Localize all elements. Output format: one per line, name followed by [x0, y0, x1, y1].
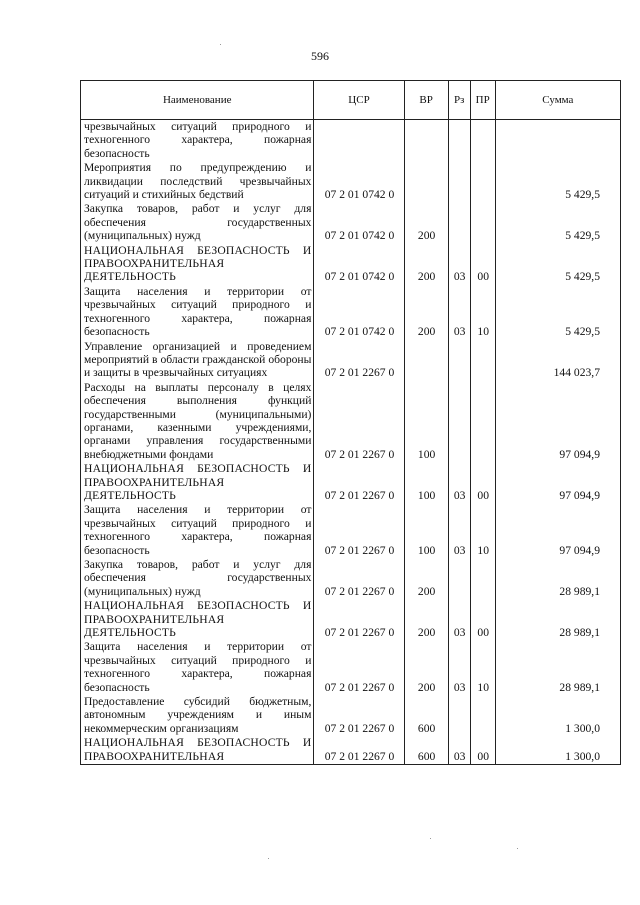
cell-pr: 10 — [470, 640, 495, 695]
cell-vr: 100 — [404, 381, 448, 462]
cell-csr — [314, 120, 404, 162]
cell-name: НАЦИОНАЛЬНАЯ БЕЗОПАСНОСТЬ И ПРАВООХРАНИТЕЛЬНАЯ ДЕЯТЕЛЬНОСТЬ — [81, 462, 314, 503]
cell-csr: 07 2 01 0742 0 — [314, 244, 404, 285]
scan-speck — [268, 858, 269, 859]
header-vr: ВР — [404, 81, 448, 120]
cell-sum — [495, 120, 620, 162]
cell-name: НАЦИОНАЛЬНАЯ БЕЗОПАСНОСТЬ И ПРАВООХРАНИТЕЛЬНАЯ ДЕЯТЕЛЬНОСТЬ — [81, 244, 314, 285]
cell-name: Защита населения и территории от чрезвычайных ситуаций природного и техногенного характера, пожарная безопасность — [81, 640, 314, 695]
table-row — [81, 381, 621, 462]
table-row — [81, 244, 621, 285]
cell-pr — [470, 161, 495, 202]
cell-vr: 100 — [404, 462, 448, 503]
cell-rz — [448, 695, 470, 736]
table-row — [81, 340, 621, 381]
cell-sum: 97 094,9 — [495, 503, 620, 558]
table-row — [81, 736, 621, 764]
header-pr: ПР — [470, 81, 495, 120]
cell-rz: 03 — [448, 462, 470, 503]
budget-table — [80, 80, 621, 765]
cell-pr — [470, 381, 495, 462]
cell-vr: 200 — [404, 640, 448, 695]
table-header-row — [81, 81, 621, 120]
table-row — [81, 599, 621, 640]
cell-csr: 07 2 01 2267 0 — [314, 558, 404, 599]
cell-pr: 00 — [470, 244, 495, 285]
table-row — [81, 503, 621, 558]
cell-vr: 200 — [404, 285, 448, 340]
cell-rz — [448, 340, 470, 381]
cell-rz — [448, 558, 470, 599]
cell-sum: 28 989,1 — [495, 599, 620, 640]
cell-csr: 07 2 01 0742 0 — [314, 202, 404, 243]
cell-rz: 03 — [448, 285, 470, 340]
cell-name: Предоставление субсидий бюджетным, автономным учреждениям и иным некоммерческим организациям — [81, 695, 314, 736]
header-rz: Рз — [448, 81, 470, 120]
cell-name: Управление организацией и проведением мероприятий в области гражданской обороны и защиты в чрезвычайных ситуациях — [81, 340, 314, 381]
cell-vr: 200 — [404, 599, 448, 640]
cell-vr: 200 — [404, 558, 448, 599]
cell-rz: 03 — [448, 244, 470, 285]
cell-csr: 07 2 01 2267 0 — [314, 381, 404, 462]
cell-rz — [448, 120, 470, 162]
table-row — [81, 462, 621, 503]
cell-vr: 200 — [404, 202, 448, 243]
cell-csr: 07 2 01 0742 0 — [314, 285, 404, 340]
cell-vr: 200 — [404, 244, 448, 285]
cell-vr — [404, 120, 448, 162]
cell-pr: 00 — [470, 599, 495, 640]
table-row — [81, 695, 621, 736]
cell-pr: 10 — [470, 285, 495, 340]
cell-sum: 97 094,9 — [495, 462, 620, 503]
cell-pr: 00 — [470, 462, 495, 503]
scan-speck — [430, 838, 431, 839]
cell-sum: 28 989,1 — [495, 558, 620, 599]
cell-pr — [470, 120, 495, 162]
cell-sum: 144 023,7 — [495, 340, 620, 381]
table-row — [81, 558, 621, 599]
cell-rz — [448, 381, 470, 462]
cell-sum: 5 429,5 — [495, 285, 620, 340]
cell-rz: 03 — [448, 599, 470, 640]
cell-sum: 5 429,5 — [495, 244, 620, 285]
cell-pr: 00 — [470, 736, 495, 764]
cell-csr: 07 2 01 2267 0 — [314, 736, 404, 764]
cell-csr: 07 2 01 2267 0 — [314, 695, 404, 736]
cell-rz — [448, 202, 470, 243]
cell-name: чрезвычайных ситуаций природного и техногенного характера, пожарная безопасность — [81, 120, 314, 162]
cell-rz: 03 — [448, 640, 470, 695]
header-csr: ЦСР — [314, 81, 404, 120]
table-row — [81, 285, 621, 340]
table-row — [81, 202, 621, 243]
cell-pr — [470, 558, 495, 599]
cell-name: Закупка товаров, работ и услуг для обеспечения государственных (муниципальных) нужд — [81, 558, 314, 599]
cell-vr — [404, 340, 448, 381]
cell-name: НАЦИОНАЛЬНАЯ БЕЗОПАСНОСТЬ И ПРАВООХРАНИТЕЛЬНАЯ — [81, 736, 314, 764]
cell-pr — [470, 202, 495, 243]
cell-csr: 07 2 01 2267 0 — [314, 599, 404, 640]
cell-name: Защита населения и территории от чрезвычайных ситуаций природного и техногенного характера, пожарная безопасность — [81, 285, 314, 340]
cell-pr: 10 — [470, 503, 495, 558]
cell-csr: 07 2 01 2267 0 — [314, 340, 404, 381]
cell-vr: 600 — [404, 736, 448, 764]
cell-csr: 07 2 01 2267 0 — [314, 503, 404, 558]
cell-sum: 28 989,1 — [495, 640, 620, 695]
cell-sum: 1 300,0 — [495, 695, 620, 736]
cell-name: Закупка товаров, работ и услуг для обеспечения государственных (муниципальных) нужд — [81, 202, 314, 243]
cell-sum: 97 094,9 — [495, 381, 620, 462]
scan-speck — [517, 848, 518, 849]
table-row — [81, 640, 621, 695]
table-row — [81, 120, 621, 162]
cell-csr: 07 2 01 2267 0 — [314, 640, 404, 695]
cell-rz — [448, 161, 470, 202]
cell-name: Расходы на выплаты персоналу в целях обеспечения выполнения функций государственными (муниципальными) органами, казенными учреждениями, органами управления государственными внебюджетными фондами — [81, 381, 314, 462]
cell-vr: 600 — [404, 695, 448, 736]
cell-sum: 1 300,0 — [495, 736, 620, 764]
cell-name: Защита населения и территории от чрезвычайных ситуаций природного и техногенного характера, пожарная безопасность — [81, 503, 314, 558]
cell-name: НАЦИОНАЛЬНАЯ БЕЗОПАСНОСТЬ И ПРАВООХРАНИТЕЛЬНАЯ ДЕЯТЕЛЬНОСТЬ — [81, 599, 314, 640]
table-body — [81, 120, 621, 765]
cell-csr: 07 2 01 0742 0 — [314, 161, 404, 202]
cell-pr — [470, 695, 495, 736]
cell-vr: 100 — [404, 503, 448, 558]
table-row — [81, 161, 621, 202]
header-name: Наименование — [81, 81, 314, 120]
cell-name: Мероприятия по предупреждению и ликвидации последствий чрезвычайных ситуаций и стихийных бедствий — [81, 161, 314, 202]
cell-rz: 03 — [448, 736, 470, 764]
cell-pr — [470, 340, 495, 381]
cell-rz: 03 — [448, 503, 470, 558]
cell-csr: 07 2 01 2267 0 — [314, 462, 404, 503]
page-number: 596 — [311, 49, 329, 63]
cell-sum: 5 429,5 — [495, 161, 620, 202]
scan-speck — [220, 44, 221, 45]
header-sum: Сумма — [495, 81, 620, 120]
cell-sum: 5 429,5 — [495, 202, 620, 243]
cell-vr — [404, 161, 448, 202]
